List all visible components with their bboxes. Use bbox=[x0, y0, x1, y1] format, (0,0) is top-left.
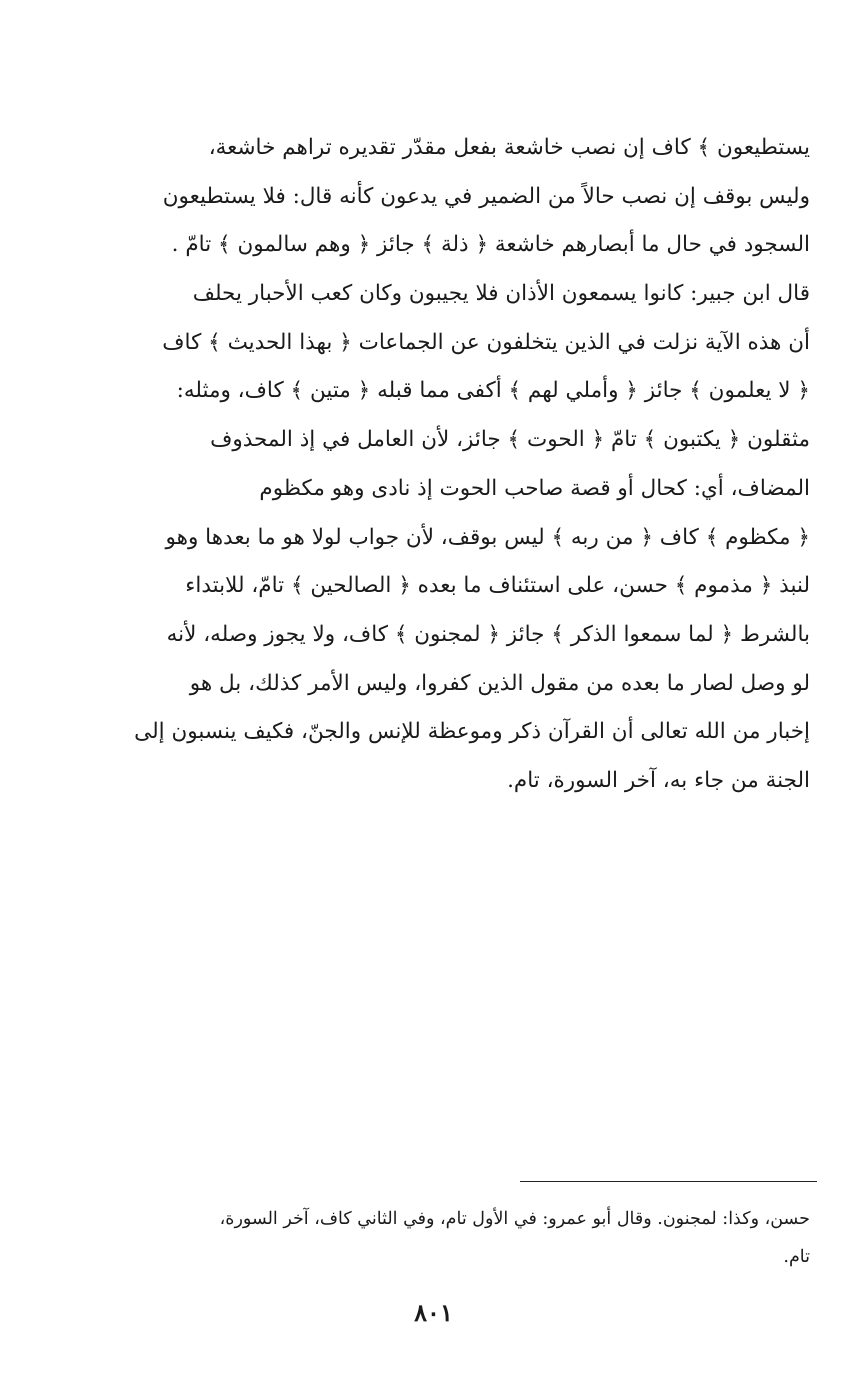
text-line: المضاف، أي: كحال أو قصة صاحب الحوت إذ نادى وهو مكظوم bbox=[259, 475, 810, 501]
text-line: مثقلون ﴿ يكتبون ﴾ تامّ ﴿ الحوت ﴾ جائز، لأن العامل في إذ المحذوف bbox=[210, 427, 810, 453]
text-line: ﴿ لا يعلمون ﴾ جائز ﴿ وأملي لهم ﴾ أكفى مما قبله ﴿ متين ﴾ كاف، ومثله: bbox=[176, 378, 810, 404]
footnote-divider bbox=[520, 1181, 817, 1182]
text-line: أن هذه الآية نزلت في الذين يتخلفون عن الجماعات ﴿ بهذا الحديث ﴾ كاف bbox=[162, 329, 810, 355]
footnote-line: تام. bbox=[783, 1247, 810, 1267]
text-line: السجود في حال ما أبصارهم خاشعة ﴿ ذلة ﴾ جائز ﴿ وهم سالمون ﴾ تامّ . bbox=[171, 232, 810, 258]
text-line: قال ابن جبير: كانوا يسمعون الأذان فلا يجيبون وكان كعب الأحبار يحلف bbox=[192, 281, 810, 307]
footnote-block bbox=[82, 1200, 810, 1276]
text-line: الجنة من جاء به، آخر السورة، تام. bbox=[507, 767, 810, 793]
page-number: ٨٠١ bbox=[414, 1298, 453, 1327]
main-text-block bbox=[82, 124, 810, 806]
text-line: ﴿ مكظوم ﴾ كاف ﴿ من ربه ﴾ ليس بوقف، لأن جواب لولا هو ما بعدها وهو bbox=[165, 524, 810, 550]
footnote-line: حسن، وكذا: لمجنون. وقال أبو عمرو: في الأول تام، وفي الثاني كاف، آخر السورة، bbox=[219, 1209, 810, 1229]
text-line: لنبذ ﴿ مذموم ﴾ حسن، على استئناف ما بعده ﴿ الصالحين ﴾ تامّ، للابتداء bbox=[185, 573, 810, 599]
text-line: لو وصل لصار ما بعده من مقول الذين كفروا، وليس الأمر كذلك، بل هو bbox=[189, 670, 810, 696]
text-line: بالشرط ﴿ لما سمعوا الذكر ﴾ جائز ﴿ لمجنون ﴾ كاف، ولا يجوز وصله، لأنه bbox=[166, 621, 810, 647]
text-line: وليس بوقف إن نصب حالاً من الضمير في يدعون كأنه قال: فلا يستطيعون bbox=[162, 183, 810, 209]
text-line: يستطيعون ﴾ كاف إن نصب خاشعة بفعل مقدّر تقديره تراهم خاشعة، bbox=[208, 135, 810, 160]
text-line: إخبار من الله تعالى أن القرآن ذكر وموعظة للإنس والجنّ، فكيف ينسبون إلى bbox=[134, 719, 810, 745]
